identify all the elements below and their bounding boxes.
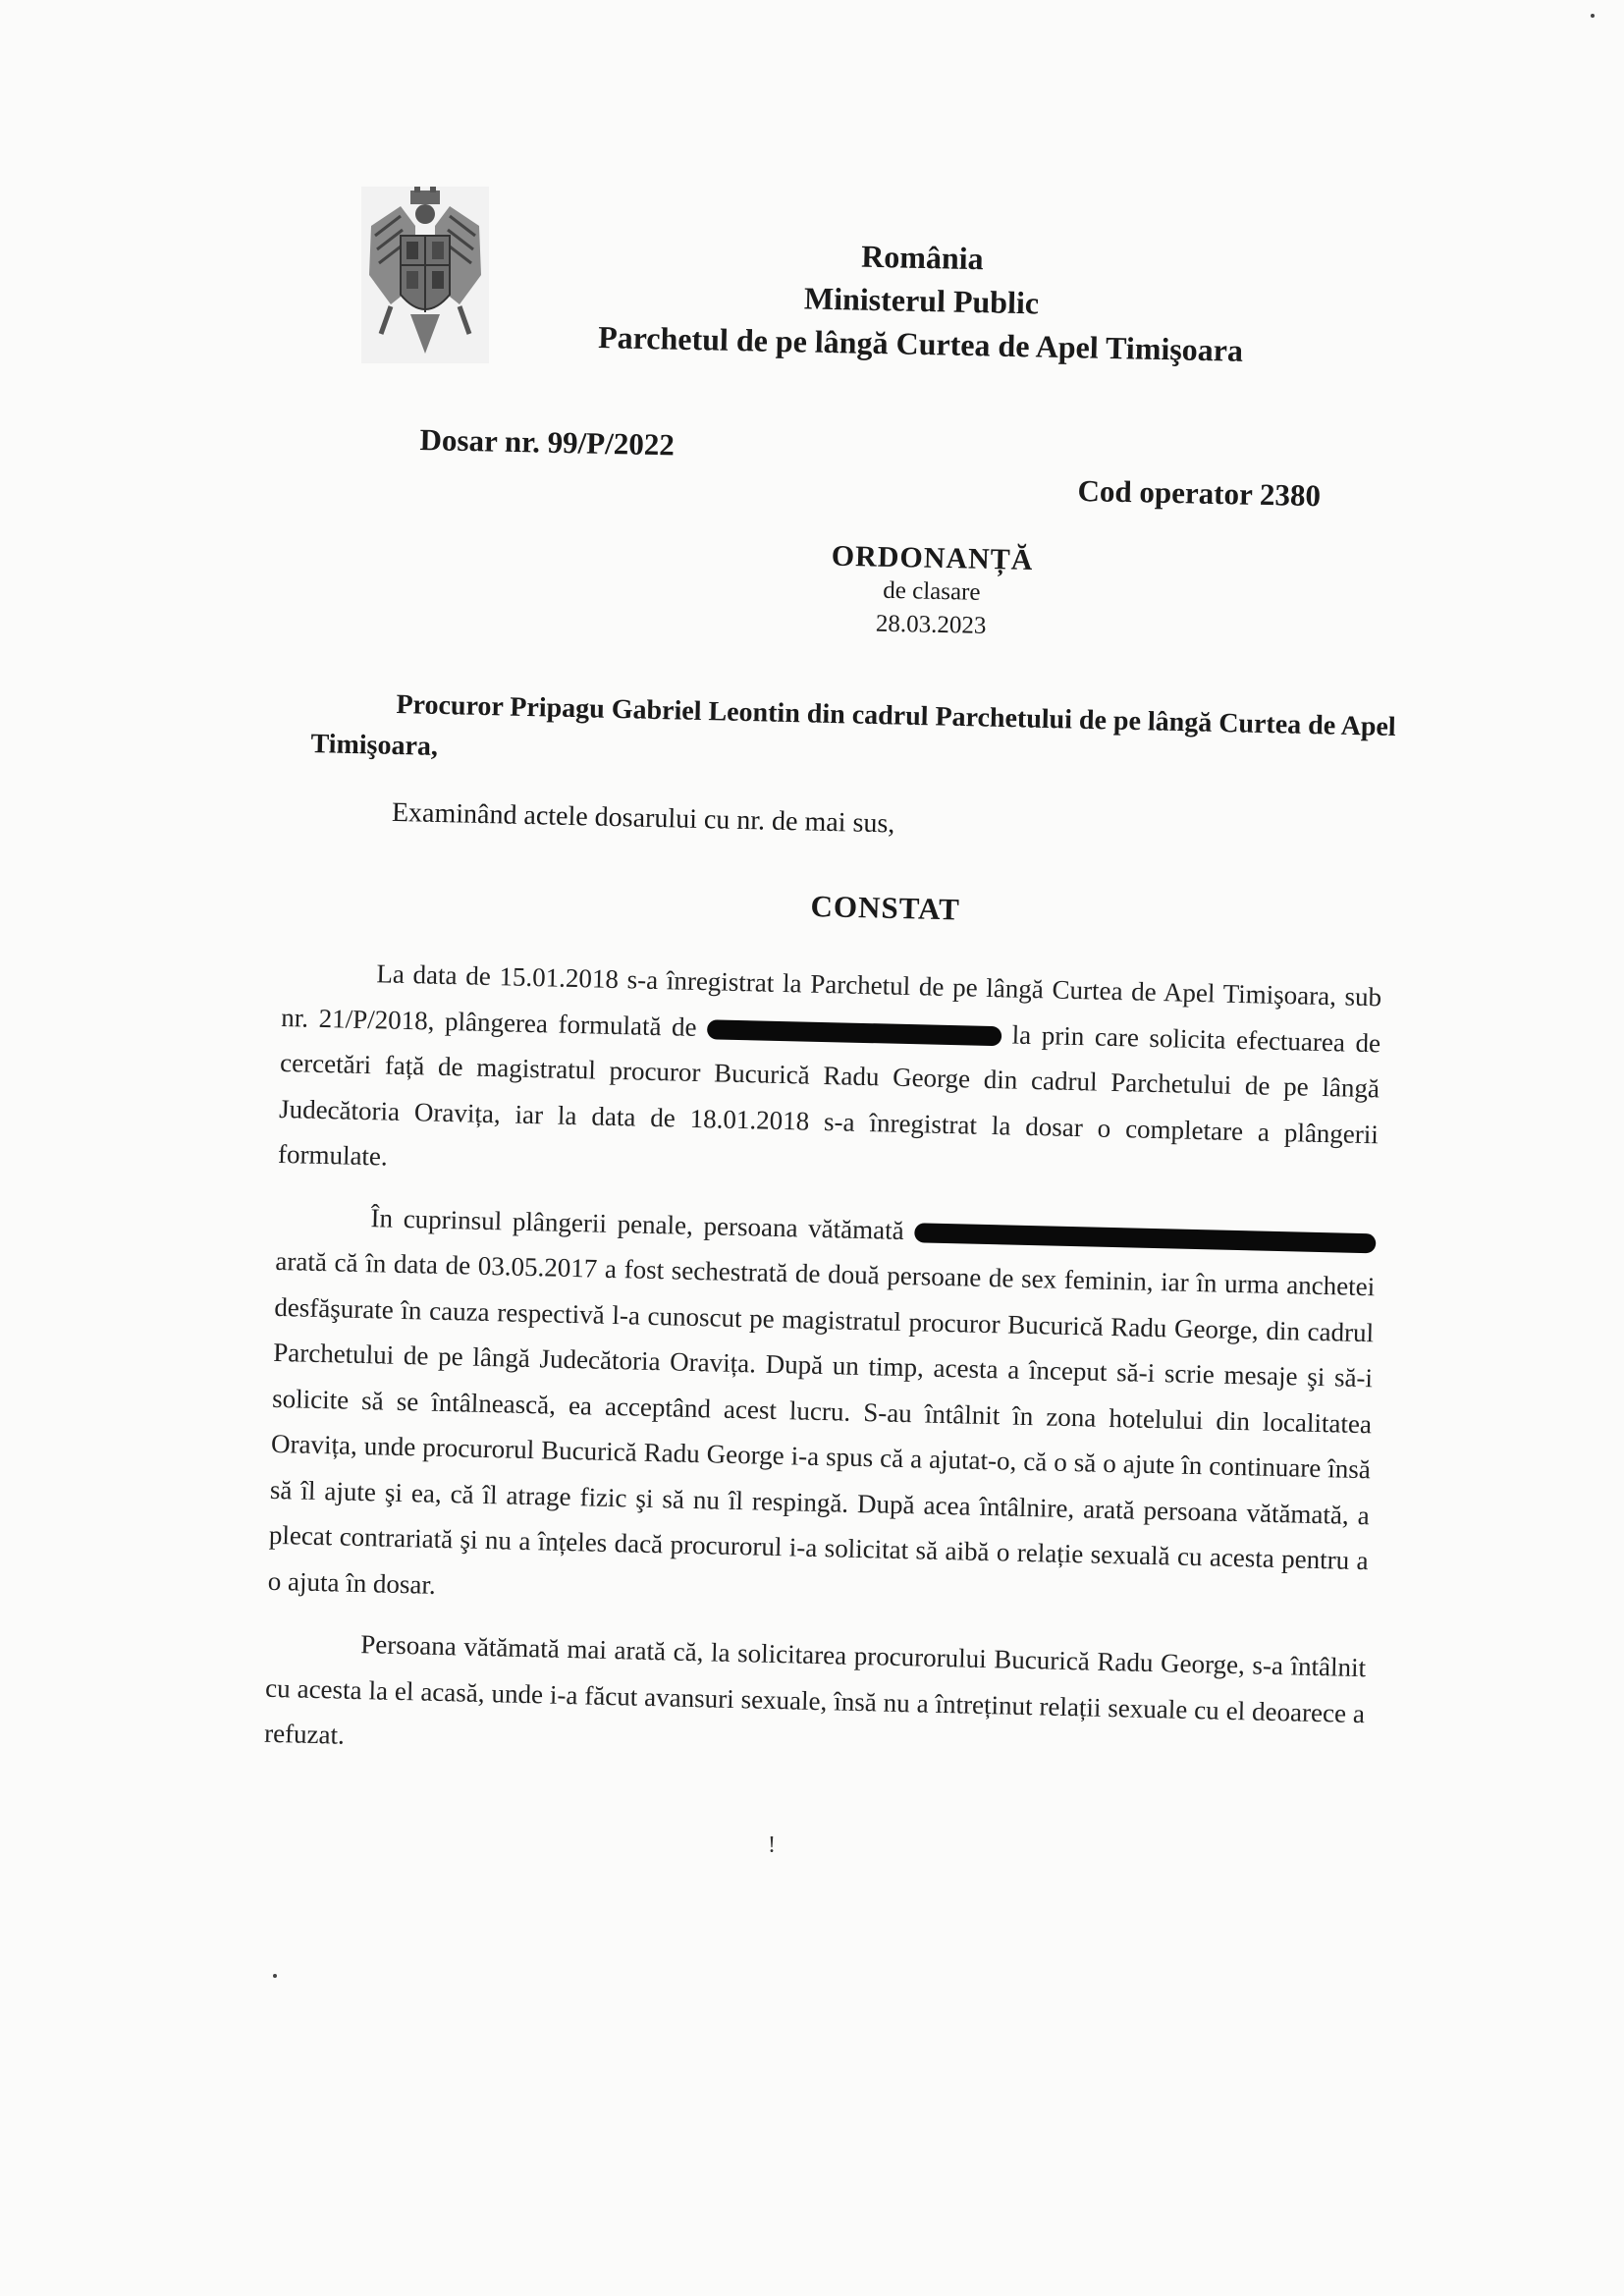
paragraph-text: la prin care solicita efectuarea de cercetări față de magistratul procuror Bucurică Radu George din cadrul Parchetului de pe lângă Judecătoria Oravița, iar la data de 18.01.2018 s-a înregistrat la dosar o completare a plângerii formulate. <box>277 1019 1381 1172</box>
office-name: Parchetul de pe lângă Curtea de Apel Timişoara <box>597 319 1244 368</box>
case-number: Dosar nr. 99/P/2022 <box>419 422 676 463</box>
body-text <box>263 949 1381 1798</box>
paragraph-text: În cuprinsul plângerii penale, persoana vătămată <box>370 1202 905 1245</box>
section-heading: CONSTAT <box>810 889 961 927</box>
ministry-name: Ministerul Public <box>803 280 1040 321</box>
paragraph <box>264 1619 1367 1782</box>
intro-block <box>309 683 1417 856</box>
redaction-bar <box>707 1020 1001 1047</box>
institution-header <box>547 228 1296 373</box>
document-title <box>754 538 1110 646</box>
paragraph-text: Persoana vătămată mai arată că, la solicitarea procurorului Bucurică Radu George, s-a întâlnit cu acesta la el acasă, unde i-a făcut avansuri sexuale, însă nu a întreținut relații sexuale cu el deoarece a refuzat. <box>263 1629 1367 1750</box>
examination-line: Examinând actele dosarului cu nr. de mai sus, <box>391 796 895 840</box>
prosecutor-line: Procuror Pripagu Gabriel Leontin din cadrul Parchetului de pe lângă Curtea de Apel Timişoara, <box>310 688 1397 762</box>
title-sub: de clasare <box>883 576 981 606</box>
scan-speck <box>273 1974 277 1978</box>
paragraph <box>267 1192 1377 1629</box>
title-main: ORDONANȚĂ <box>831 539 1034 576</box>
romanian-coat-of-arms-icon <box>361 187 489 363</box>
scan-speck <box>1591 14 1595 18</box>
paragraph <box>278 949 1382 1203</box>
paragraph-text: La data de 15.01.2018 s-a înregistrat la Parchetul de pe lângă Curtea de Apel Timişoara, sub nr. 21/P/2018, plângerea formulată de <box>281 958 1382 1042</box>
country-name: România <box>860 238 985 277</box>
page-mark: ! <box>768 1832 776 1858</box>
title-date: 28.03.2023 <box>875 610 987 639</box>
operator-code: Cod operator 2380 <box>1077 473 1322 514</box>
redaction-bar <box>914 1224 1376 1254</box>
paragraph-text: arată că în data de 03.05.2017 a fost sechestrată de două persoane de sex feminin, iar în urma anchetei desfăşurate în cauza respectivă l-a cunoscut pe magistratul procuror Bucurică Radu George, din cadrul Parchetului de pe lângă Judecătoria Oravița. După un timp, acesta a început să-i scrie mesaje şi să-i solicite să se întâlnească, ea acceptând acest lucru. S-au întâlnit în zona hotelului din localitatea Oravița, unde procurorul Bucurică Radu George i-a spus că a ajutat-o, că o să o ajute în continuare însă să îl ajute şi ea, că îl atrage fizic şi să nu îl respingă. După acea întâlnire, arată persoana vătămată, a plecat contrariată şi nu a înțeles dacă procurorul i-a solicitat să aibă o relație sexuală cu acesta pentru a o ajuta în dosar. <box>267 1245 1376 1600</box>
